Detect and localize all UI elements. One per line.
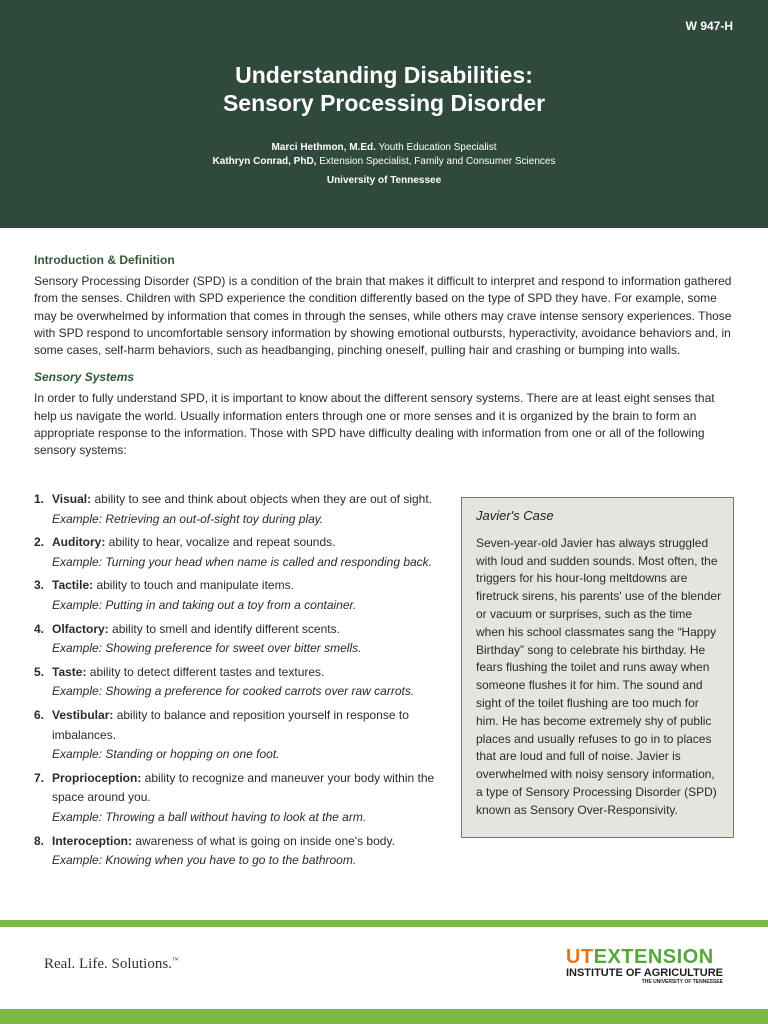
sensory-systems-list xyxy=(34,490,454,875)
footer-divider xyxy=(0,920,768,927)
list-term: Taste: xyxy=(52,664,87,679)
list-term: Visual: xyxy=(52,492,92,506)
list-desc: ability to balance and reposition yourself in response to imbalances. xyxy=(52,707,409,742)
list-item xyxy=(34,576,454,615)
list-example: Example: Showing preference for sweet over bitter smells. xyxy=(52,641,362,656)
list-number: 1. xyxy=(34,492,45,506)
intro-body: Sensory Processing Disorder (SPD) is a condition of the brain that makes it difficult to interpret and respond to information gathered from the senses. Children with SPD experience the condition differently based on the type of SPD they have. For example, some may be overwhelmed by information that comes in through the senses, while others may crave intense sensory experiences. Those with SPD respond to uncomfortable sensory information by showing emotional outbursts, hyperactivity, avoidance behaviors and, in some cases, self-harm behaviors, such as headbanging, pinching oneself, pulling hair and crashing or bumping into walls. xyxy=(34,274,732,358)
list-desc: ability to recognize and maneuver your body within the space around you. xyxy=(52,770,435,805)
list-term: Proprioception: xyxy=(52,770,142,785)
list-number: 2. xyxy=(34,535,45,550)
header-banner xyxy=(0,0,768,228)
list-item xyxy=(34,832,454,871)
institution: University of Tennessee xyxy=(326,175,442,186)
list-number: 3. xyxy=(34,578,45,593)
ut-extension-logo xyxy=(566,947,723,985)
list-item xyxy=(34,663,454,702)
list-term: Vestibular: xyxy=(52,707,114,722)
list-example: Example: Turning your head when name is called and responding back. xyxy=(52,554,433,569)
list-term: Interoception: xyxy=(52,833,132,848)
title-line-2: Sensory Processing Disorder xyxy=(222,90,546,116)
list-number: 6. xyxy=(34,707,45,722)
list-example: Example: Retrieving an out-of-sight toy during play. xyxy=(52,511,324,526)
tagline-text: Real. Life. Solutions. xyxy=(44,956,172,972)
author-1 xyxy=(0,141,768,154)
list-example: Example: Throwing a ball without having to look at the arm. xyxy=(52,809,367,824)
logo-extension: EXTENSION xyxy=(593,946,714,968)
author-1-name: Marci Hethmon, M.Ed. xyxy=(271,142,376,153)
list-item xyxy=(34,533,454,572)
list-example: Example: Showing a preference for cooked carrots over raw carrots. xyxy=(52,684,415,699)
list-term: Tactile: xyxy=(52,578,94,593)
list-item xyxy=(34,706,454,765)
list-example: Example: Standing or hopping on one foot. xyxy=(52,747,280,762)
footer-bottom-bar xyxy=(0,1009,768,1024)
list-desc: ability to detect different tastes and textures. xyxy=(86,664,325,679)
author-2 xyxy=(0,155,768,168)
trademark: ™ xyxy=(171,956,179,964)
list-number: 5. xyxy=(34,664,45,679)
list-number: 4. xyxy=(34,621,45,636)
intro-heading: Introduction & Definition xyxy=(34,253,175,267)
logo-university: THE UNIVERSITY OF TENNESSEE xyxy=(641,979,723,985)
list-number: 8. xyxy=(34,833,45,848)
author-1-role: Youth Education Specialist xyxy=(375,142,497,153)
list-item xyxy=(34,769,454,828)
list-item xyxy=(34,490,454,529)
systems-body: In order to fully understand SPD, it is important to know about the different sensory systems. There are at least eight senses that help us navigate the world. Usually information enters through one or more senses and it is organized by the brain to form an appropriate response to the information. Those with SPD have difficulty dealing with information from one or all of the following sensory systems: xyxy=(34,391,715,458)
list-term: Olfactory: xyxy=(52,621,109,636)
list-desc: ability to see and think about objects when they are out of sight. xyxy=(91,492,433,506)
list-item xyxy=(34,620,454,659)
list-desc: ability to touch and manipulate items. xyxy=(93,578,294,593)
document-number: W 947-H xyxy=(685,19,733,33)
author-2-name: Kathryn Conrad, PhD, xyxy=(212,156,317,167)
list-example: Example: Knowing when you have to go to the bathroom. xyxy=(52,853,357,868)
list-desc: ability to smell and identify different scents. xyxy=(108,621,340,636)
main-content xyxy=(34,252,734,459)
list-desc: ability to hear, vocalize and repeat sounds. xyxy=(105,535,336,550)
footer-tagline xyxy=(44,956,179,973)
case-body: Seven-year-old Javier has always struggled with loud and sudden sounds. Most often, the triggers for his hour-long meltdowns are firetruck sirens, his parents' use of the blender or vacuum or surprises, such as the time when his school classmates sang the “Happy Birthday” song to celebrate his birthday. He fears flushing the toilet and runs away when someone flushes it for him. The sound and sight of the toilet flushing are too much for him. He has become extremely shy of public places and usually refuses to go in to places that are loud and full of noise. Javier is overwhelmed with noisy sensory information, a type of Sensory Processing Disorder (SPD) known as Sensory Over-Responsivity. xyxy=(476,535,722,817)
systems-heading: Sensory Systems xyxy=(34,370,135,385)
title-line-1: Understanding Disabilities: xyxy=(235,62,533,88)
list-number: 7. xyxy=(34,770,45,785)
list-example: Example: Putting in and taking out a toy from a container. xyxy=(52,597,357,612)
case-title: Javier's Case xyxy=(476,508,554,523)
logo-ut: UT xyxy=(565,946,594,968)
case-study-box xyxy=(461,497,734,838)
list-term: Auditory: xyxy=(52,535,106,550)
logo-institute: INSTITUTE OF AGRICULTURE xyxy=(565,967,723,979)
list-desc: awareness of what is going on inside one's body. xyxy=(132,833,395,848)
author-2-role: Extension Specialist, Family and Consumer Sciences xyxy=(316,156,556,167)
